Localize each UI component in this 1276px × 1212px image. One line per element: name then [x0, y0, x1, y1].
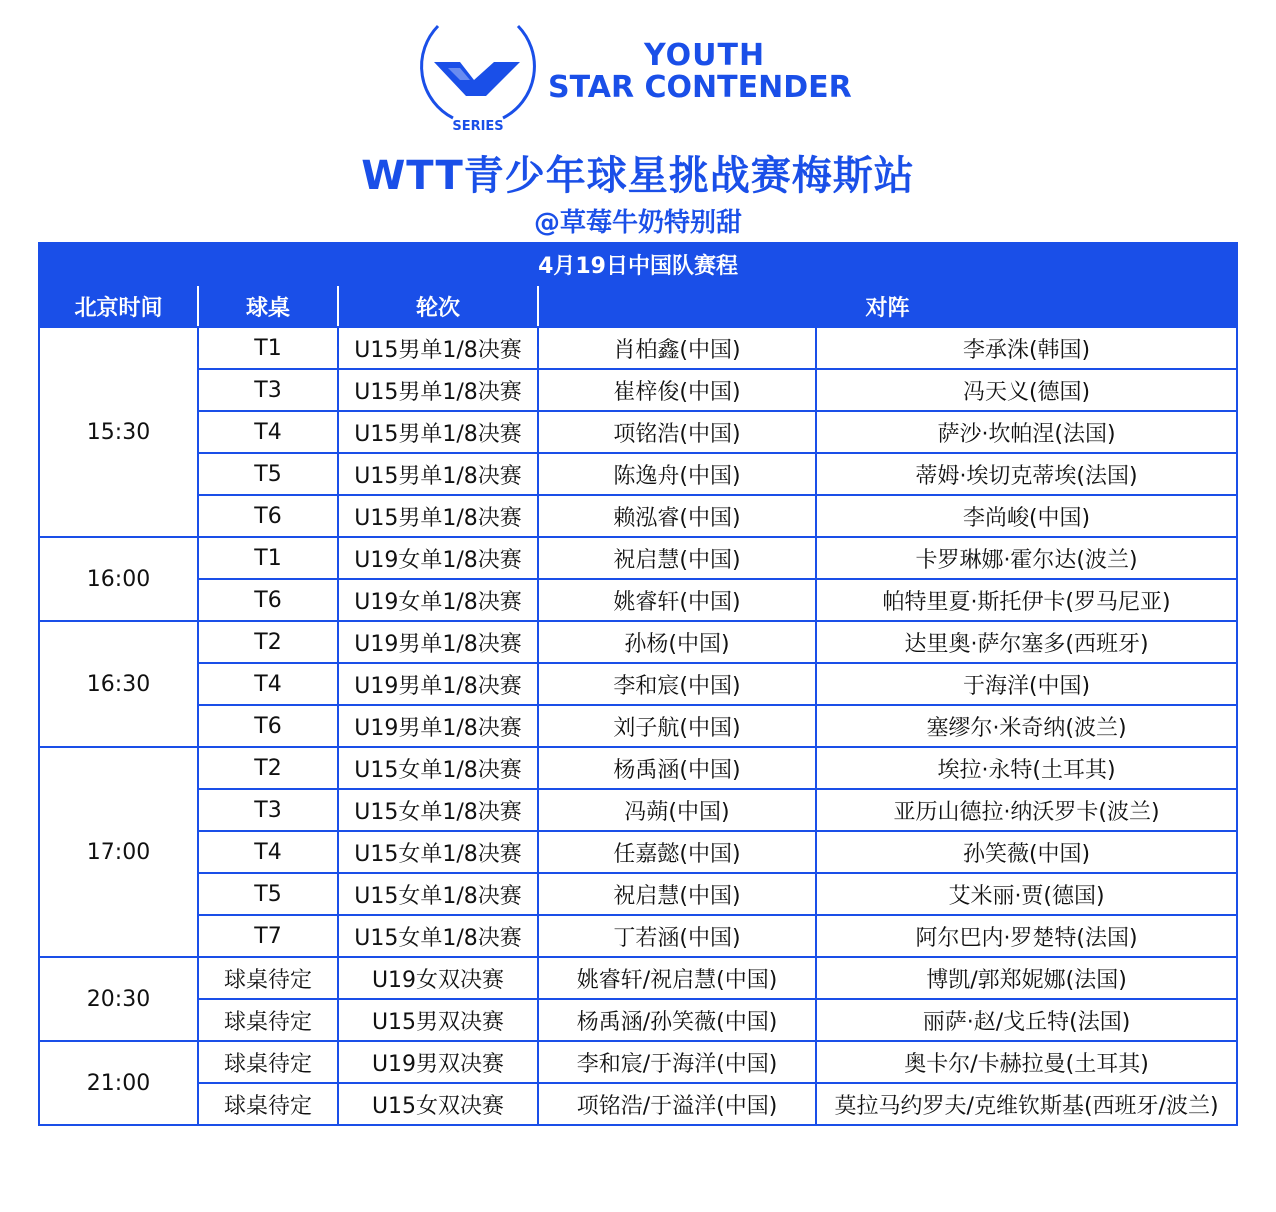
table-row — [39, 411, 1237, 453]
header — [0, 0, 1276, 242]
round-cell: U19男单1/8决赛 — [338, 663, 538, 705]
table-cell: T3 — [198, 789, 338, 831]
table-cell: T2 — [198, 621, 338, 663]
round-cell: U19女双决赛 — [338, 957, 538, 999]
table-banner: 4月19日中国队赛程 — [39, 243, 1237, 285]
table-row — [39, 915, 1237, 957]
opponent-cell: 李承洙(韩国) — [816, 327, 1237, 369]
table-cell: T6 — [198, 579, 338, 621]
table-cell: T3 — [198, 369, 338, 411]
player-cell: 李和宸(中国) — [538, 663, 816, 705]
table-cell: T6 — [198, 495, 338, 537]
table-row — [39, 1083, 1237, 1125]
time-cell: 16:30 — [39, 621, 198, 747]
page-title: WTT青少年球星挑战赛梅斯站 — [361, 153, 915, 199]
round-cell: U15男双决赛 — [338, 999, 538, 1041]
table-row — [39, 999, 1237, 1041]
wtt-emblem-icon — [408, 18, 548, 138]
table-row — [39, 453, 1237, 495]
player-cell: 丁若涵(中国) — [538, 915, 816, 957]
round-cell: U19男双决赛 — [338, 1041, 538, 1083]
player-cell: 孙杨(中国) — [538, 621, 816, 663]
player-cell: 陈逸舟(中国) — [538, 453, 816, 495]
round-cell: U15女双决赛 — [338, 1083, 538, 1125]
wtt-logo — [408, 18, 548, 138]
opponent-cell: 博凯/郭郑妮娜(法国) — [816, 957, 1237, 999]
table-row — [39, 957, 1237, 999]
opponent-cell: 丽萨·赵/戈丘特(法国) — [816, 999, 1237, 1041]
player-cell: 任嘉懿(中国) — [538, 831, 816, 873]
col-header-round: 轮次 — [338, 285, 538, 327]
author-handle: @草莓牛奶特别甜 — [533, 208, 742, 238]
round-cell: U15男单1/8决赛 — [338, 369, 538, 411]
player-cell: 崔梓俊(中国) — [538, 369, 816, 411]
table-row — [39, 495, 1237, 537]
schedule-body — [39, 327, 1237, 1125]
time-cell: 21:00 — [39, 1041, 198, 1125]
table-row — [39, 537, 1237, 579]
player-cell: 李和宸/于海洋(中国) — [538, 1041, 816, 1083]
table-row — [39, 663, 1237, 705]
round-cell: U15女单1/8决赛 — [338, 873, 538, 915]
player-cell: 姚睿轩/祝启慧(中国) — [538, 957, 816, 999]
player-cell: 肖柏鑫(中国) — [538, 327, 816, 369]
player-cell: 项铭浩/于溢洋(中国) — [538, 1083, 816, 1125]
logo-series-text: SERIES — [452, 119, 504, 134]
table-cell: T7 — [198, 915, 338, 957]
table-cell: 球桌待定 — [198, 1041, 338, 1083]
opponent-cell: 萨沙·坎帕涅(法国) — [816, 411, 1237, 453]
round-cell: U15女单1/8决赛 — [338, 831, 538, 873]
table-cell: 球桌待定 — [198, 999, 338, 1041]
round-cell: U15女单1/8决赛 — [338, 789, 538, 831]
player-cell: 项铭浩(中国) — [538, 411, 816, 453]
opponent-cell: 卡罗琳娜·霍尔达(波兰) — [816, 537, 1237, 579]
opponent-cell: 奥卡尔/卡赫拉曼(土耳其) — [816, 1041, 1237, 1083]
opponent-cell: 孙笑薇(中国) — [816, 831, 1237, 873]
opponent-cell: 阿尔巴内·罗楚特(法国) — [816, 915, 1237, 957]
player-cell: 杨禹涵/孙笑薇(中国) — [538, 999, 816, 1041]
table-row — [39, 327, 1237, 369]
round-cell: U15男单1/8决赛 — [338, 327, 538, 369]
opponent-cell: 冯天义(德国) — [816, 369, 1237, 411]
round-cell: U19女单1/8决赛 — [338, 579, 538, 621]
time-cell: 15:30 — [39, 327, 198, 537]
round-cell: U15女单1/8决赛 — [338, 915, 538, 957]
brand-wordmark — [548, 40, 878, 104]
table-cell: T6 — [198, 705, 338, 747]
table-row — [39, 831, 1237, 873]
table-row — [39, 1041, 1237, 1083]
col-header-time: 北京时间 — [39, 285, 198, 327]
player-cell: 杨禹涵(中国) — [538, 747, 816, 789]
opponent-cell: 艾米丽·贾(德国) — [816, 873, 1237, 915]
time-cell: 16:00 — [39, 537, 198, 621]
table-cell: T4 — [198, 411, 338, 453]
round-cell: U15男单1/8决赛 — [338, 453, 538, 495]
table-row — [39, 369, 1237, 411]
table-row — [39, 621, 1237, 663]
opponent-cell: 帕特里夏·斯托伊卡(罗马尼亚) — [816, 579, 1237, 621]
time-cell: 17:00 — [39, 747, 198, 957]
round-cell: U19男单1/8决赛 — [338, 705, 538, 747]
opponent-cell: 莫拉马约罗夫/克维钦斯基(西班牙/波兰) — [816, 1083, 1237, 1125]
table-cell: 球桌待定 — [198, 957, 338, 999]
table-cell: 球桌待定 — [198, 1083, 338, 1125]
player-cell: 刘子航(中国) — [538, 705, 816, 747]
table-cell: T4 — [198, 663, 338, 705]
table-row — [39, 579, 1237, 621]
table-cell: T1 — [198, 327, 338, 369]
table-cell: T1 — [198, 537, 338, 579]
round-cell: U15男单1/8决赛 — [338, 411, 538, 453]
round-cell: U19男单1/8决赛 — [338, 621, 538, 663]
table-cell: T4 — [198, 831, 338, 873]
col-header-matchup: 对阵 — [538, 285, 1237, 327]
table-row — [39, 873, 1237, 915]
opponent-cell: 塞缪尔·米奇纳(波兰) — [816, 705, 1237, 747]
player-cell: 祝启慧(中国) — [538, 537, 816, 579]
table-row — [39, 705, 1237, 747]
table-cell: T5 — [198, 453, 338, 495]
round-cell: U19女单1/8决赛 — [338, 537, 538, 579]
opponent-cell: 达里奥·萨尔塞多(西班牙) — [816, 621, 1237, 663]
opponent-cell: 于海洋(中国) — [816, 663, 1237, 705]
player-cell: 赖泓睿(中国) — [538, 495, 816, 537]
table-cell: T5 — [198, 873, 338, 915]
time-cell: 20:30 — [39, 957, 198, 1041]
col-header-table: 球桌 — [198, 285, 338, 327]
player-cell: 祝启慧(中国) — [538, 873, 816, 915]
round-cell: U15女单1/8决赛 — [338, 747, 538, 789]
player-cell: 冯蒴(中国) — [538, 789, 816, 831]
round-cell: U15男单1/8决赛 — [338, 495, 538, 537]
opponent-cell: 蒂姆·埃切克蒂埃(法国) — [816, 453, 1237, 495]
player-cell: 姚睿轩(中国) — [538, 579, 816, 621]
schedule-table — [38, 242, 1238, 1126]
opponent-cell: 亚历山德拉·纳沃罗卡(波兰) — [816, 789, 1237, 831]
column-header-row — [39, 285, 1237, 327]
table-row — [39, 747, 1237, 789]
table-row — [39, 789, 1237, 831]
opponent-cell: 埃拉·永特(土耳其) — [816, 747, 1237, 789]
brand-line-star-contender: STAR CONTENDER — [548, 70, 852, 105]
table-cell: T2 — [198, 747, 338, 789]
brand-line-youth: YOUTH — [644, 38, 766, 73]
opponent-cell: 李尚峻(中国) — [816, 495, 1237, 537]
